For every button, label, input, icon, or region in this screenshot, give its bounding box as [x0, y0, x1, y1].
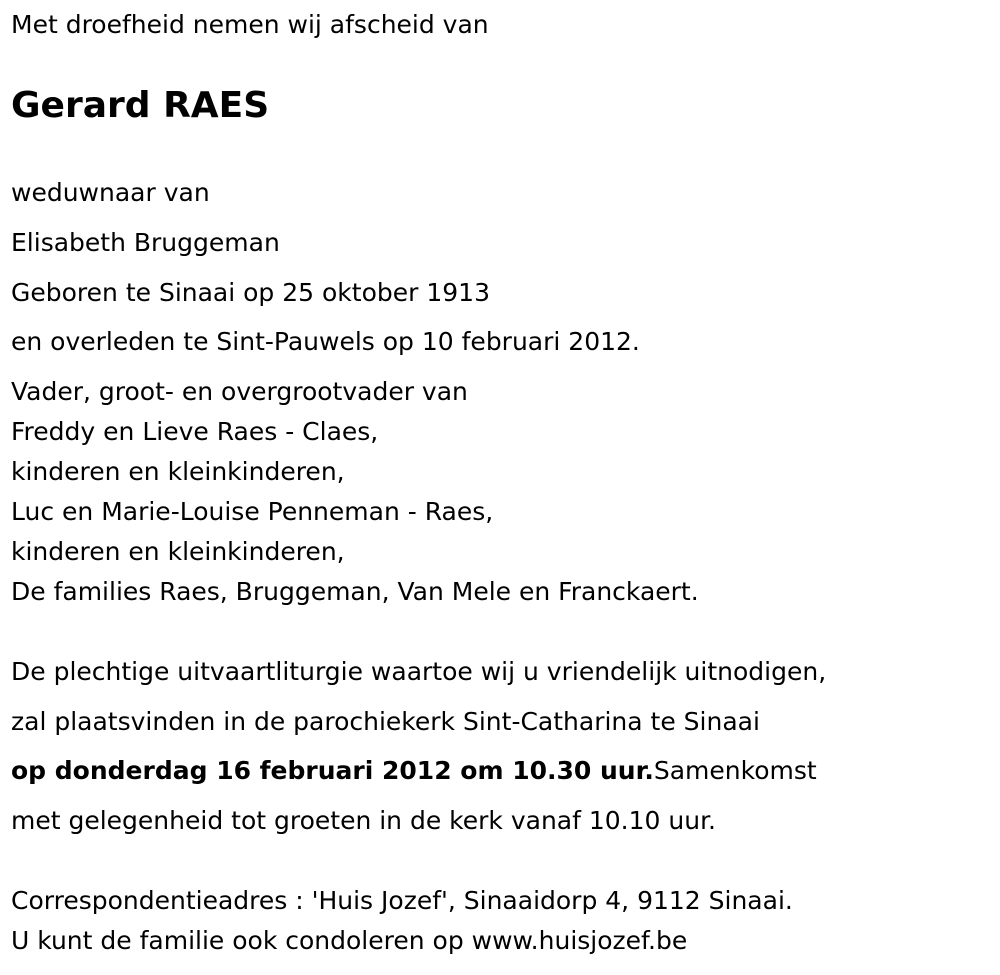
- death-line: en overleden te Sint-Pauwels op 10 februari 2012.: [11, 327, 640, 356]
- family-line: Luc en Marie-Louise Penneman - Raes,: [11, 497, 494, 526]
- intro-text: Met droefheid nemen wij afscheid van: [11, 10, 489, 39]
- ceremony-invitation: De plechtige uitvaartliturgie waartoe wij u vriendelijk uitnodigen,: [11, 657, 827, 686]
- ceremony-date: op donderdag 16 februari 2012 om 10.30 uur.: [11, 756, 654, 785]
- birth-line: Geboren te Sinaai op 25 oktober 1913: [11, 278, 490, 307]
- ceremony-location: zal plaatsvinden in de parochiekerk Sint-Catharina te Sinaai: [11, 707, 760, 736]
- correspondence-address: Correspondentieadres : 'Huis Jozef', Sinaaidorp 4, 9112 Sinaai.: [11, 886, 793, 915]
- ceremony-date-line: [11, 758, 817, 783]
- gathering-label: Samenkomst: [653, 756, 817, 785]
- greeting-info: met gelegenheid tot groeten in de kerk vanaf 10.10 uur.: [11, 806, 717, 835]
- family-line: kinderen en kleinkinderen,: [11, 537, 345, 566]
- condolence-info: U kunt de familie ook condoleren op www.huisjozef.be: [11, 926, 688, 955]
- family-line: Vader, groot- en overgrootvader van: [11, 377, 468, 406]
- deceased-name: Gerard RAES: [11, 85, 270, 126]
- widower-label: weduwnaar van: [11, 178, 210, 207]
- spouse-name: Elisabeth Bruggeman: [11, 228, 280, 257]
- family-line: kinderen en kleinkinderen,: [11, 457, 345, 486]
- family-line: De families Raes, Bruggeman, Van Mele en Franckaert.: [11, 577, 699, 606]
- family-line: Freddy en Lieve Raes - Claes,: [11, 417, 379, 446]
